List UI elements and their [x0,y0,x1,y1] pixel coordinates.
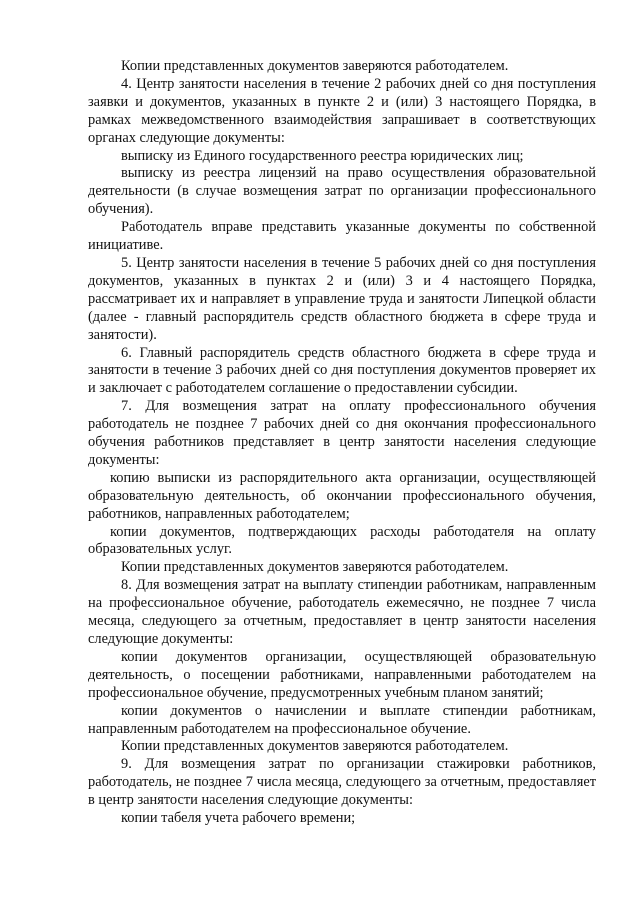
paragraph-timesheet-copies: копии табеля учета рабочего времени; [121,810,356,827]
paragraph-stipend-copies: копии документов о начислении и выплате стипендии работникам, направленным работодателем на профессиональное обучение. [88,702,596,737]
paragraph-attendance-copies: копии документов организации, осуществляющей образовательную деятельность, о посещении работниками, направленными работодателем на профессиональное обучение, предусмотренных учебным планом занятий; [88,648,596,701]
paragraph-item-4: 4. Центр занятости населения в течение 2 рабочих дней со дня поступления заявки и документов, указанных в пункте 2 и (или) 3 настоящего Порядка, в рамках межведомственного взаимодействия запрашивает в соответствующих органах следующие документы: [88,75,596,146]
paragraph-item-7: 7. Для возмещения затрат на оплату профессионального обучения работодатель не позднее 7 рабочих дней со дня окончания профессионального обучения работников представляет в центр занятости населения следующие документы: [88,398,596,468]
paragraph-item-5: 5. Центр занятости населения в течение 5 рабочих дней со дня поступления документов, указанных в пунктах 2 и (или) 3 и 4 настоящего Порядка, рассматривает их и направляет в управление труда и занятости Липецкой области (далее - главный распорядитель средств областного бюджета в сфере труда и занятости). [88,254,596,343]
paragraph-license-extract: выписку из реестра лицензий на право осуществления образовательной деятельности (в случае возмещения затрат по организации профессионального обучения). [88,165,596,218]
paragraph-item-9: 9. Для возмещения затрат по организации стажировки работников, работодатель, не позднее 7 числа месяца, следующего за отчетным, предоставляет в центр занятости населения следующие документы: [88,756,596,809]
paragraph-employer-initiative: Работодатель вправе представить указанные документы по собственной инициативе. [88,219,596,254]
paragraph-copies-certified-1: Копии представленных документов заверяются работодателем. [121,58,509,74]
paragraph-copies-certified-3: Копии представленных документов заверяются работодателем. [121,738,509,755]
paragraph-expense-copies: копии документов, подтверждающих расходы работодателя на оплату образовательных услуг. [88,523,596,558]
paragraph-item-6: 6. Главный распорядитель средств областного бюджета в сфере труда и занятости в течение 3 рабочих дней со дня поступления документов проверяет их и заключает с работодателем соглашение о предоставлении субсидии. [88,344,596,397]
paragraph-item-8: 8. Для возмещения затрат на выплату стипендии работникам, направленным на профессиональное обучение, работодатель ежемесячно, не позднее 7 числа месяца, следующего за отчетным, предоставляет в центр занятости населения следующие документы: [88,577,596,647]
paragraph-copies-certified-2: Копии представленных документов заверяются работодателем. [121,559,509,576]
paragraph-order-copy: копию выписки из распорядительного акта организации, осуществляющей образовательную деятельность, об окончании профессионального обучения, работников, направленных работодателем; [88,469,596,522]
paragraph-egrul-extract: выписку из Единого государственного реестра юридических лиц; [121,147,524,164]
